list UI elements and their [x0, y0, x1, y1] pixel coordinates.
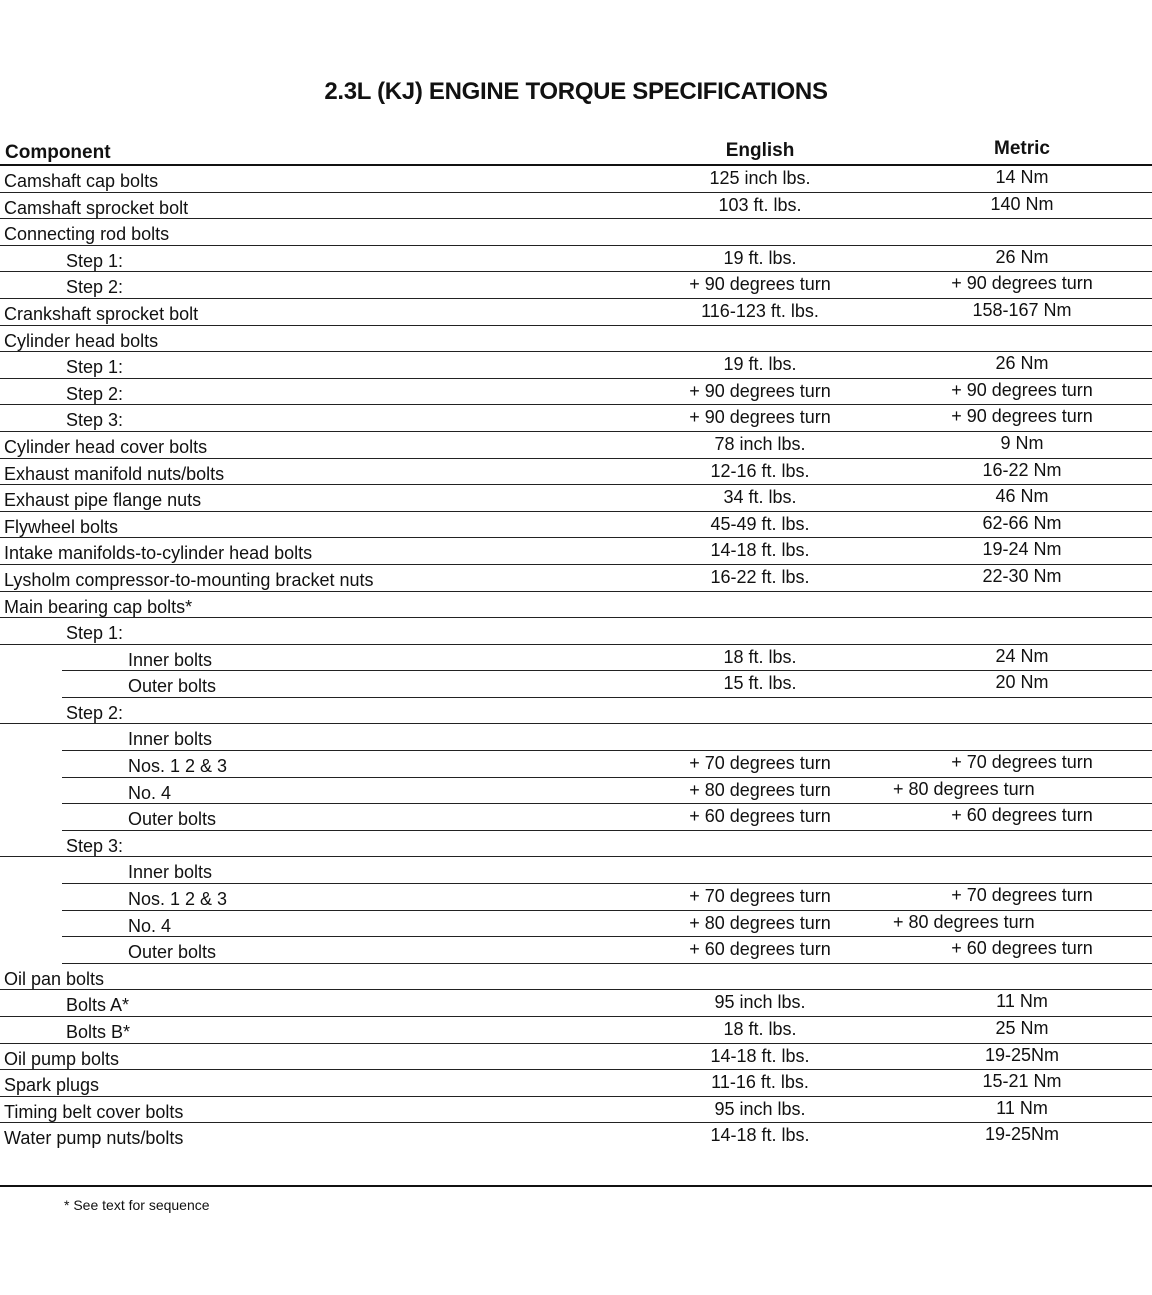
table-row: [0, 645, 1152, 672]
table-row: [0, 618, 1152, 645]
table-row: [0, 698, 1152, 725]
metric-cell: 20 Nm: [995, 672, 1049, 693]
english-cell: 14-18 ft. lbs.: [710, 540, 810, 561]
english-cell: + 70 degrees turn: [689, 886, 831, 907]
table-row: [0, 272, 1152, 299]
table-row: [0, 1097, 1152, 1124]
metric-cell: 14 Nm: [995, 167, 1049, 187]
english-cell: 14-18 ft. lbs.: [710, 1045, 810, 1066]
metric-cell: 24 Nm: [995, 645, 1049, 666]
table-row: [0, 884, 1152, 911]
metric-cell: + 90 degrees turn: [951, 273, 1093, 294]
table-row: [0, 724, 1152, 751]
component-cell: Exhaust manifold nuts/bolts: [4, 463, 225, 484]
metric-cell: + 90 degrees turn: [951, 379, 1093, 400]
component-cell: Step 2:: [66, 383, 124, 404]
metric-cell: + 60 degrees turn: [951, 938, 1093, 959]
component-cell: Oil pump bolts: [4, 1048, 120, 1069]
english-cell: 116-123 ft. lbs.: [701, 300, 819, 321]
english-cell: 18 ft. lbs.: [723, 1019, 797, 1039]
table-row: [0, 379, 1152, 406]
table-row: [0, 326, 1152, 353]
component-cell: Lysholm compressor-to-mounting bracket nuts: [4, 569, 374, 590]
metric-cell: + 70 degrees turn: [951, 752, 1093, 773]
header-metric: Metric: [994, 138, 1050, 159]
component-cell: Oil pan bolts: [4, 968, 105, 989]
english-cell: + 60 degrees turn: [689, 806, 831, 827]
component-cell: Timing belt cover bolts: [4, 1101, 184, 1122]
english-cell: 95 inch lbs.: [714, 992, 806, 1013]
component-cell: Bolts A*: [66, 995, 130, 1016]
component-cell: Camshaft cap bolts: [4, 171, 159, 191]
metric-cell: 9 Nm: [1000, 432, 1044, 453]
table-row: [0, 1070, 1152, 1097]
metric-cell: 26 Nm: [995, 246, 1049, 267]
english-cell: 19 ft. lbs.: [723, 247, 797, 268]
table-row: [0, 804, 1152, 831]
component-cell: Outer bolts: [128, 942, 217, 963]
table-header: [0, 138, 1152, 166]
table-row: [0, 937, 1152, 964]
metric-cell: 11 Nm: [996, 1097, 1048, 1118]
table-row: [0, 512, 1152, 539]
table-row: [0, 193, 1152, 220]
component-cell: Crankshaft sprocket bolt: [4, 303, 199, 324]
table-row: [0, 565, 1152, 592]
component-cell: Exhaust pipe flange nuts: [4, 490, 202, 511]
table-row: [0, 831, 1152, 858]
metric-cell: 19-24 Nm: [982, 539, 1062, 560]
metric-cell: 140 Nm: [990, 193, 1054, 214]
component-cell: Cylinder head cover bolts: [4, 436, 208, 457]
table-row: [0, 538, 1152, 565]
table-row: [0, 1044, 1152, 1071]
component-cell: Inner bolts: [128, 729, 213, 750]
metric-cell: + 60 degrees turn: [951, 805, 1093, 826]
metric-cell: 25 Nm: [995, 1018, 1049, 1038]
english-cell: 45-49 ft. lbs.: [710, 513, 810, 534]
table-row: [0, 671, 1152, 698]
table-row: [0, 352, 1152, 379]
table-row: [0, 857, 1152, 884]
component-cell: Main bearing cap bolts*: [4, 596, 193, 617]
english-cell: + 90 degrees turn: [689, 380, 831, 401]
english-cell: 14-18 ft. lbs.: [710, 1125, 810, 1146]
english-cell: 34 ft. lbs.: [723, 487, 797, 508]
table-row: [0, 299, 1152, 326]
component-cell: Bolts B*: [66, 1022, 131, 1042]
header-english: English: [725, 140, 795, 161]
english-cell: 19 ft. lbs.: [723, 354, 797, 375]
component-cell: No. 4: [128, 782, 172, 803]
table-row: [0, 1123, 1152, 1150]
metric-cell: + 80 degrees turn: [893, 911, 1035, 932]
component-cell: Step 1:: [66, 357, 124, 378]
component-cell: Camshaft sprocket bolt: [4, 197, 189, 218]
component-cell: Outer bolts: [128, 676, 217, 697]
english-cell: 15 ft. lbs.: [723, 673, 797, 694]
component-cell: Water pump nuts/bolts: [4, 1128, 184, 1149]
component-cell: Inner bolts: [128, 862, 213, 883]
component-cell: Nos. 1 2 & 3: [128, 756, 228, 777]
english-cell: 16-22 ft. lbs.: [710, 566, 810, 587]
metric-cell: 22-30 Nm: [982, 565, 1062, 586]
table-row: [0, 592, 1152, 619]
table-row: [0, 990, 1152, 1017]
metric-cell: 15-21 Nm: [982, 1071, 1062, 1092]
metric-cell: 158-167 Nm: [972, 299, 1072, 320]
component-cell: No. 4: [128, 915, 172, 936]
component-cell: Cylinder head bolts: [4, 330, 159, 351]
table-row: [0, 485, 1152, 512]
english-cell: 103 ft. lbs.: [718, 194, 802, 215]
table-row: [0, 405, 1152, 432]
metric-cell: 62-66 Nm: [982, 512, 1062, 533]
english-cell: 78 inch lbs.: [714, 433, 806, 454]
english-cell: + 80 degrees turn: [689, 912, 831, 933]
table-row: [0, 219, 1152, 246]
table-bottom-rule: [0, 1185, 1152, 1187]
english-cell: + 70 degrees turn: [689, 753, 831, 774]
metric-cell: 11 Nm: [996, 991, 1048, 1012]
table-row: [0, 166, 1152, 193]
table-row: [0, 911, 1152, 938]
component-cell: Step 1:: [66, 623, 124, 644]
metric-cell: + 80 degrees turn: [893, 778, 1035, 799]
metric-cell: 46 Nm: [995, 486, 1049, 507]
component-cell: Inner bolts: [128, 649, 213, 670]
english-cell: + 80 degrees turn: [689, 779, 831, 800]
component-cell: Step 3:: [66, 835, 124, 856]
table-row: [0, 459, 1152, 486]
table-row: [0, 432, 1152, 459]
component-cell: Step 3:: [66, 410, 124, 431]
metric-cell: 26 Nm: [995, 353, 1049, 374]
component-cell: Step 1:: [66, 250, 124, 271]
english-cell: 18 ft. lbs.: [723, 646, 797, 667]
header-component: Component: [5, 142, 111, 163]
component-cell: Flywheel bolts: [4, 516, 119, 537]
component-cell: Intake manifolds-to-cylinder head bolts: [4, 543, 313, 564]
footnote: * See text for sequence: [64, 1197, 210, 1213]
metric-cell: + 90 degrees turn: [951, 406, 1093, 427]
component-cell: Nos. 1 2 & 3: [128, 889, 228, 910]
english-cell: 95 inch lbs.: [714, 1098, 806, 1119]
table-row: [0, 778, 1152, 805]
component-cell: Step 2:: [66, 277, 124, 298]
english-cell: + 90 degrees turn: [689, 274, 831, 295]
english-cell: + 60 degrees turn: [689, 939, 831, 960]
page-title: 2.3L (KJ) ENGINE TORQUE SPECIFICATIONS: [324, 78, 828, 105]
table-row: [0, 1017, 1152, 1044]
table-row: [0, 246, 1152, 273]
component-cell: Step 2:: [66, 702, 124, 723]
metric-cell: 16-22 Nm: [982, 459, 1062, 480]
metric-cell: + 70 degrees turn: [951, 885, 1093, 906]
component-cell: Outer bolts: [128, 809, 217, 830]
component-cell: Spark plugs: [4, 1075, 100, 1096]
table-row: [0, 751, 1152, 778]
component-cell: Connecting rod bolts: [4, 224, 170, 245]
english-cell: 12-16 ft. lbs.: [710, 460, 810, 481]
torque-table-body: [0, 166, 1152, 1150]
metric-cell: 19-25Nm: [984, 1044, 1060, 1065]
english-cell: + 90 degrees turn: [689, 407, 831, 428]
metric-cell: 19-25Nm: [984, 1124, 1060, 1145]
table-row: [0, 964, 1152, 991]
english-cell: 125 inch lbs.: [709, 168, 811, 188]
english-cell: 11-16 ft. lbs.: [711, 1072, 809, 1093]
